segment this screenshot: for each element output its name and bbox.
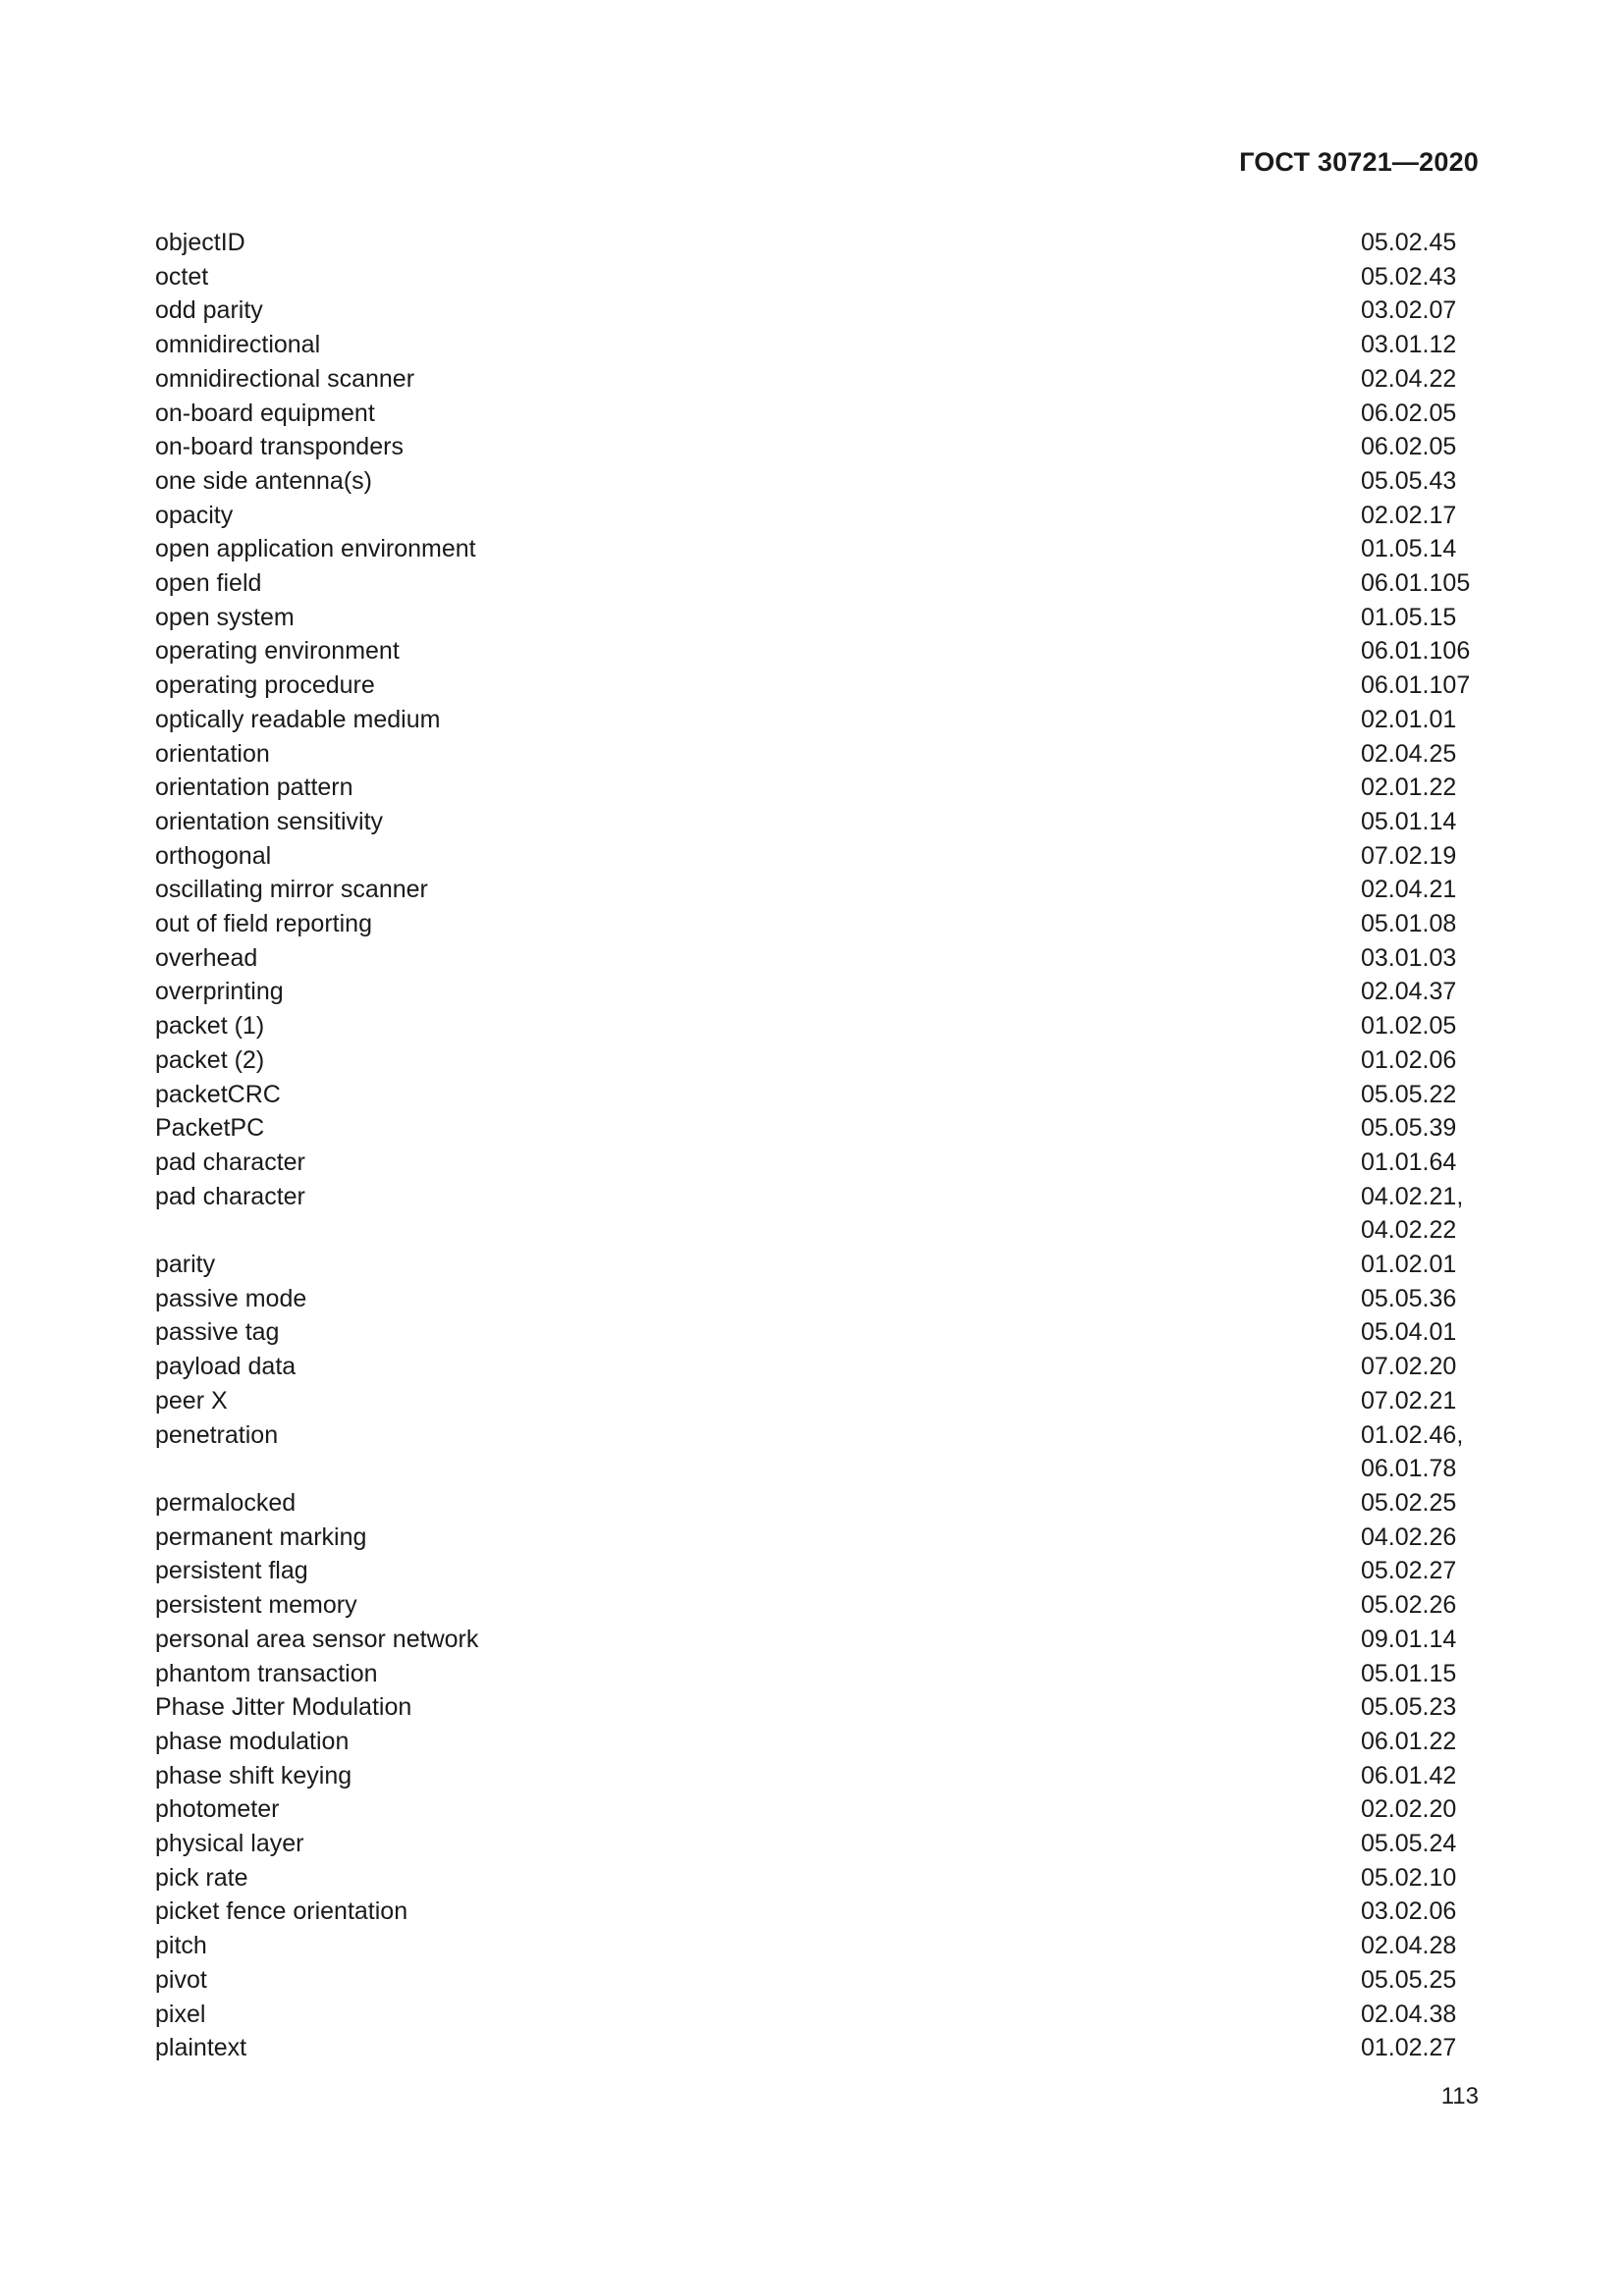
index-entry [155,532,1478,566]
index-entry [155,1486,1478,1521]
index-refs [1361,226,1456,260]
index-ref: 06.01.106 [1361,637,1471,666]
index-term: penetration [155,1420,279,1449]
index-entry [155,328,1478,362]
index-entry [155,1282,1478,1316]
index-ref: 07.02.21 [1361,1386,1457,1415]
index-entry [155,1657,1478,1691]
index-entry [155,975,1478,1009]
index-term: open application environment [155,535,476,563]
page-number: 113 [1440,2083,1479,2109]
index-term: overhead [155,943,258,972]
index-ref: 02.04.38 [1361,2000,1457,2028]
index-ref: 01.02.27 [1361,2034,1457,2062]
index-refs [1361,1248,1456,1282]
index-term: packetCRC [155,1080,281,1108]
index-term: permanent marking [155,1522,367,1551]
index-term: octet [155,262,209,291]
index-term: objectID [155,229,245,256]
index-term: persistent flag [155,1557,308,1585]
index-refs [1361,1009,1456,1043]
index-term: parity [155,1251,216,1279]
index-entry [155,1146,1478,1180]
index-ref: 05.02.10 [1361,1863,1457,1892]
index-entry [155,1725,1478,1759]
index-refs [1361,1657,1456,1691]
index-entry [155,1521,1478,1555]
index-ref: 02.04.22 [1361,364,1457,393]
index-refs [1361,668,1470,703]
index-term: physical layer [155,1830,304,1858]
index-ref: 02.02.20 [1361,1795,1457,1824]
index-term: orientation [155,739,270,768]
index-term: operating procedure [155,671,375,700]
index-ref: 02.01.22 [1361,774,1457,802]
index-refs [1361,1861,1456,1896]
index-term: peer X [155,1386,228,1415]
index-ref: 05.05.43 [1361,466,1457,495]
index-ref: 05.05.24 [1361,1830,1457,1858]
index-term: pixel [155,2000,206,2028]
index-term: omnidirectional scanner [155,364,415,393]
index-ref: 01.02.46, [1361,1420,1464,1449]
index-ref: 05.05.22 [1361,1080,1457,1108]
index-entry [155,1861,1478,1896]
index-term: out of field reporting [155,910,372,938]
index-entry [155,1078,1478,1112]
index-term: odd parity [155,296,263,325]
index-entry [155,668,1478,703]
index-entry [155,397,1478,431]
index-refs [1361,907,1456,941]
index-ref: 05.05.25 [1361,1965,1457,1994]
index-term: overprinting [155,978,284,1006]
index-refs [1361,1998,1456,2032]
index-refs [1361,737,1456,772]
index-ref: 02.04.25 [1361,739,1457,768]
index-term: orthogonal [155,841,272,870]
index-entry [155,873,1478,907]
index-entry [155,941,1478,976]
index-ref: 02.04.37 [1361,978,1457,1006]
index-refs [1361,634,1470,668]
index-term: on-board equipment [155,399,375,427]
index-ref: 06.01.107 [1361,671,1471,700]
index-entry [155,294,1478,328]
index-refs [1361,1792,1456,1827]
index-entry [155,226,1478,260]
index-ref: 02.04.28 [1361,1932,1457,1960]
index-refs [1361,1043,1456,1078]
index-ref: 06.01.105 [1361,569,1471,598]
index-refs [1361,1111,1456,1146]
index-refs [1361,499,1456,533]
index-entry [155,1009,1478,1043]
index-ref: 04.02.21, [1361,1182,1464,1210]
index-entry [155,2031,1478,2065]
index-entry [155,1792,1478,1827]
index-entry [155,499,1478,533]
index-term: phase modulation [155,1727,350,1755]
index-entry [155,1623,1478,1657]
index-refs [1361,1282,1456,1316]
index-term: omnidirectional [155,331,321,359]
index-ref: 05.01.08 [1361,910,1457,938]
index-term: open field [155,569,262,598]
index-term: passive tag [155,1318,280,1347]
index-entry [155,1554,1478,1588]
index-entry [155,1895,1478,1929]
index-entry [155,362,1478,397]
index-entry [155,1998,1478,2032]
index-refs [1361,771,1456,805]
index-entry [155,907,1478,941]
index-refs [1361,294,1456,328]
index-ref: 05.02.26 [1361,1591,1457,1620]
index-refs [1361,1588,1456,1623]
index-refs [1361,1554,1456,1588]
index-refs [1361,532,1456,566]
index-term: pad character [155,1148,305,1176]
index-entry [155,601,1478,635]
index-refs [1361,1725,1456,1759]
index-term: packet (1) [155,1012,265,1041]
index-term: pivot [155,1965,207,1994]
index-refs [1361,975,1456,1009]
index-term: PacketPC [155,1114,265,1143]
index-term: pad character [155,1182,305,1210]
index-entry [155,1827,1478,1861]
index-ref: 06.02.05 [1361,399,1457,427]
index-entry [155,430,1478,464]
index-refs [1361,805,1456,839]
index-refs [1361,1929,1456,1963]
index-entry [155,1963,1478,1998]
index-refs [1361,260,1456,294]
index-entry [155,1180,1478,1248]
index-refs [1361,362,1456,397]
index-ref: 05.02.45 [1361,229,1457,256]
page-header-title: ГОСТ 30721—2020 [1239,147,1479,177]
index-term: packet (2) [155,1045,265,1074]
index-ref: 03.01.12 [1361,331,1457,359]
index-ref: 06.01.22 [1361,1727,1457,1755]
index-ref: 01.05.15 [1361,603,1457,631]
index-entry [155,1759,1478,1793]
index-entry [155,1043,1478,1078]
index-ref: 05.02.27 [1361,1557,1457,1585]
index-refs [1361,1384,1456,1418]
index-term: phantom transaction [155,1659,378,1687]
index-refs [1361,1759,1456,1793]
index-entry [155,1588,1478,1623]
index-term: phase shift keying [155,1761,352,1789]
index-ref: 06.01.42 [1361,1761,1457,1789]
index-entry [155,634,1478,668]
index-term: optically readable medium [155,705,441,733]
index-term: open system [155,603,295,631]
index-ref: 09.01.14 [1361,1625,1457,1653]
index-term: persistent memory [155,1591,357,1620]
index-ref: 05.02.43 [1361,262,1457,291]
index-ref: 03.01.03 [1361,943,1457,972]
index-ref: 02.02.17 [1361,501,1457,529]
index-term: orientation pattern [155,774,353,802]
index-term: oscillating mirror scanner [155,876,428,904]
index-ref: 04.02.22 [1361,1216,1457,1245]
index-refs [1361,1690,1456,1725]
index-ref: 01.02.05 [1361,1012,1457,1041]
index-term: orientation sensitivity [155,807,384,835]
index-ref: 05.02.25 [1361,1488,1457,1517]
index-refs [1361,397,1456,431]
index-entry [155,1111,1478,1146]
index-refs [1361,703,1456,737]
index-term: photometer [155,1795,280,1824]
index-term: pick rate [155,1863,248,1892]
index-ref: 05.01.14 [1361,807,1457,835]
index-ref: 07.02.20 [1361,1353,1457,1381]
index-entry [155,805,1478,839]
index-ref: 03.02.07 [1361,296,1457,325]
index-ref: 05.05.39 [1361,1114,1457,1143]
index-refs [1361,328,1456,362]
index-term: on-board transponders [155,433,404,461]
index-refs [1361,1486,1456,1521]
index-refs [1361,1350,1456,1384]
index-entry [155,1690,1478,1725]
index-ref: 01.02.01 [1361,1251,1457,1279]
index-refs [1361,1418,1463,1486]
index-refs [1361,566,1470,601]
index-entry [155,737,1478,772]
index-term: pitch [155,1932,207,1960]
index-refs [1361,1827,1456,1861]
index-term: payload data [155,1353,297,1381]
term-index-list [155,226,1478,2065]
index-refs [1361,601,1456,635]
index-ref: 04.02.26 [1361,1522,1457,1551]
index-ref: 01.05.14 [1361,535,1457,563]
index-ref: 06.01.78 [1361,1455,1457,1483]
index-term: picket fence orientation [155,1897,408,1926]
index-refs [1361,1963,1456,1998]
index-ref: 01.01.64 [1361,1148,1457,1176]
index-ref: 05.05.23 [1361,1693,1457,1722]
index-refs [1361,430,1456,464]
index-refs [1361,941,1456,976]
index-refs [1361,1146,1456,1180]
index-refs [1361,873,1456,907]
index-entry [155,1350,1478,1384]
index-entry [155,1315,1478,1350]
index-term: plaintext [155,2034,247,2062]
index-refs [1361,2031,1456,2065]
index-term: opacity [155,501,234,529]
index-entry [155,703,1478,737]
index-entry [155,839,1478,874]
index-entry [155,464,1478,499]
index-entry [155,771,1478,805]
index-term: personal area sensor network [155,1625,479,1653]
index-entry [155,260,1478,294]
index-refs [1361,1180,1463,1248]
index-entry [155,566,1478,601]
index-ref: 02.01.01 [1361,705,1457,733]
index-ref: 06.02.05 [1361,433,1457,461]
index-ref: 05.04.01 [1361,1318,1457,1347]
index-ref: 05.01.15 [1361,1659,1457,1687]
index-ref: 01.02.06 [1361,1045,1457,1074]
index-entry [155,1384,1478,1418]
index-term: operating environment [155,637,400,666]
index-refs [1361,1623,1456,1657]
index-refs [1361,464,1456,499]
index-entry [155,1248,1478,1282]
index-entry [155,1418,1478,1486]
index-ref: 05.05.36 [1361,1284,1457,1312]
index-term: one side antenna(s) [155,466,372,495]
index-term: permalocked [155,1488,297,1517]
index-ref: 02.04.21 [1361,876,1457,904]
index-ref: 07.02.19 [1361,841,1457,870]
index-refs [1361,1895,1456,1929]
index-refs [1361,1078,1456,1112]
index-ref: 03.02.06 [1361,1897,1457,1926]
index-refs [1361,839,1456,874]
index-entry [155,1929,1478,1963]
index-refs [1361,1315,1456,1350]
index-refs [1361,1521,1456,1555]
index-term: Phase Jitter Modulation [155,1693,412,1722]
index-term: passive mode [155,1284,307,1312]
